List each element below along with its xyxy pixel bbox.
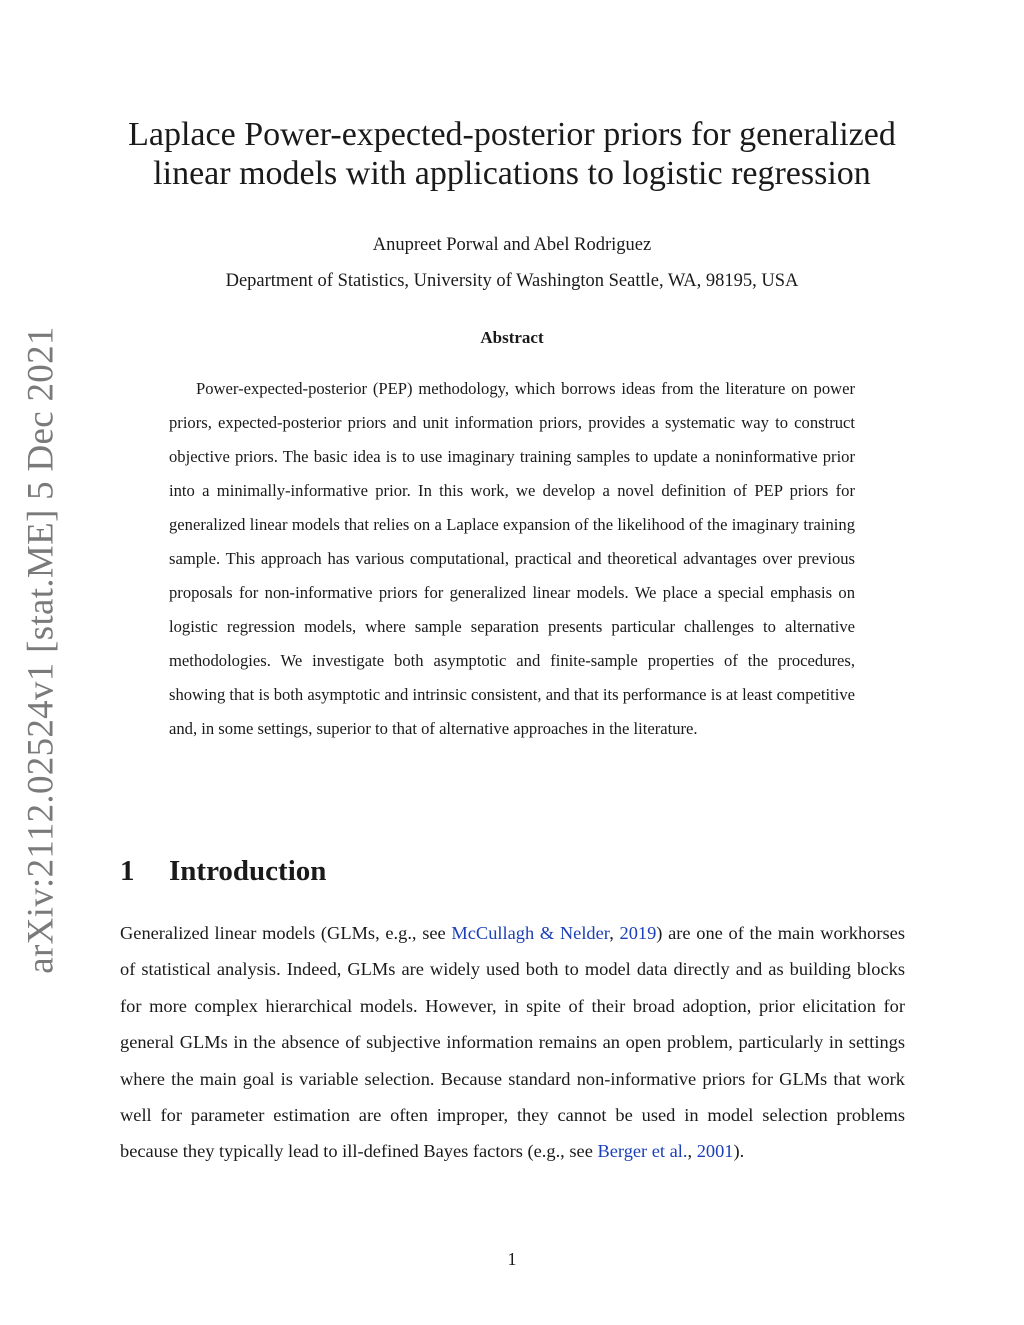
arxiv-identifier: arXiv:2112.02524v1 [stat.ME] 5 Dec 2021 — [20, 326, 62, 974]
paper-title-line-1: Laplace Power-expected-posterior priors for generalized — [128, 116, 896, 153]
citation-link-berger-year[interactable]: 2001 — [696, 1141, 734, 1162]
abstract-heading: Abstract — [480, 328, 544, 347]
affiliation: Department of Statistics, University of Washington Seattle, WA, 98195, USA — [225, 271, 799, 291]
intro-text-part-1: Generalized linear models (GLMs, e.g., see — [120, 923, 452, 943]
page-number: 1 — [507, 1249, 517, 1269]
citation-link-berger-authors[interactable]: Berger et al. — [597, 1141, 688, 1162]
section-title: Introduction — [169, 855, 327, 887]
section-number: 1 — [120, 855, 135, 887]
authors: Anupreet Porwal and Abel Rodriguez — [372, 235, 652, 255]
citation-separator: , — [687, 1141, 697, 1162]
abstract-text: Power-expected-posterior (PEP) methodology, which borrows ideas from the literature on power priors, expected-posterior priors and unit information priors, provides a systematic way to construct objective priors. The basic idea is to use imaginary training samples to update a noninformative prior into a minimally-informative prior. In this work, we develop a novel definition of PEP priors for generalized linear models that relies on a Laplace expansion of the likelihood of the imaginary training sample. This approach has various computational, practical and theoretical advantages over previous proposals for non-informative priors for generalized linear models. We place a special emphasis on logistic regression models, where sample separation presents particular challenges to alternative methodologies. We investigate both asymptotic and finite-sample properties of the procedures, showing that is both asymptotic and intrinsic consistent, and that its performance is at least competitive and, in some settings, superior to that of alternative approaches in the literature. — [169, 379, 855, 738]
intro-text-part-3: ). — [733, 1141, 745, 1162]
citation-link-mccullagh-nelder-authors[interactable]: McCullagh & Nelder — [451, 923, 610, 943]
citation-link-mccullagh-nelder-year[interactable]: 2019 — [619, 923, 657, 943]
section-heading — [120, 855, 326, 888]
citation-separator: , — [609, 923, 620, 943]
paper-title-line-2: linear models with applications to logistic regression — [153, 155, 871, 192]
intro-text-part-2: ) are one of the main workhorses of statistical analysis. Indeed, GLMs are widely used both to model data directly and as building blocks for more complex hierarchical models. However, in spite of their broad adoption, prior elicitation for general GLMs in the absence of subjective information remains an open problem, particularly in settings where the main goal is variable selection. Because standard non-informative priors for GLMs that work well for parameter estimation are often improper, they cannot be used in model selection problems because they typically lead to ill-defined Bayes factors (e.g., see — [120, 923, 905, 1162]
introduction-paragraph — [120, 915, 905, 1170]
paper-title — [100, 115, 924, 193]
